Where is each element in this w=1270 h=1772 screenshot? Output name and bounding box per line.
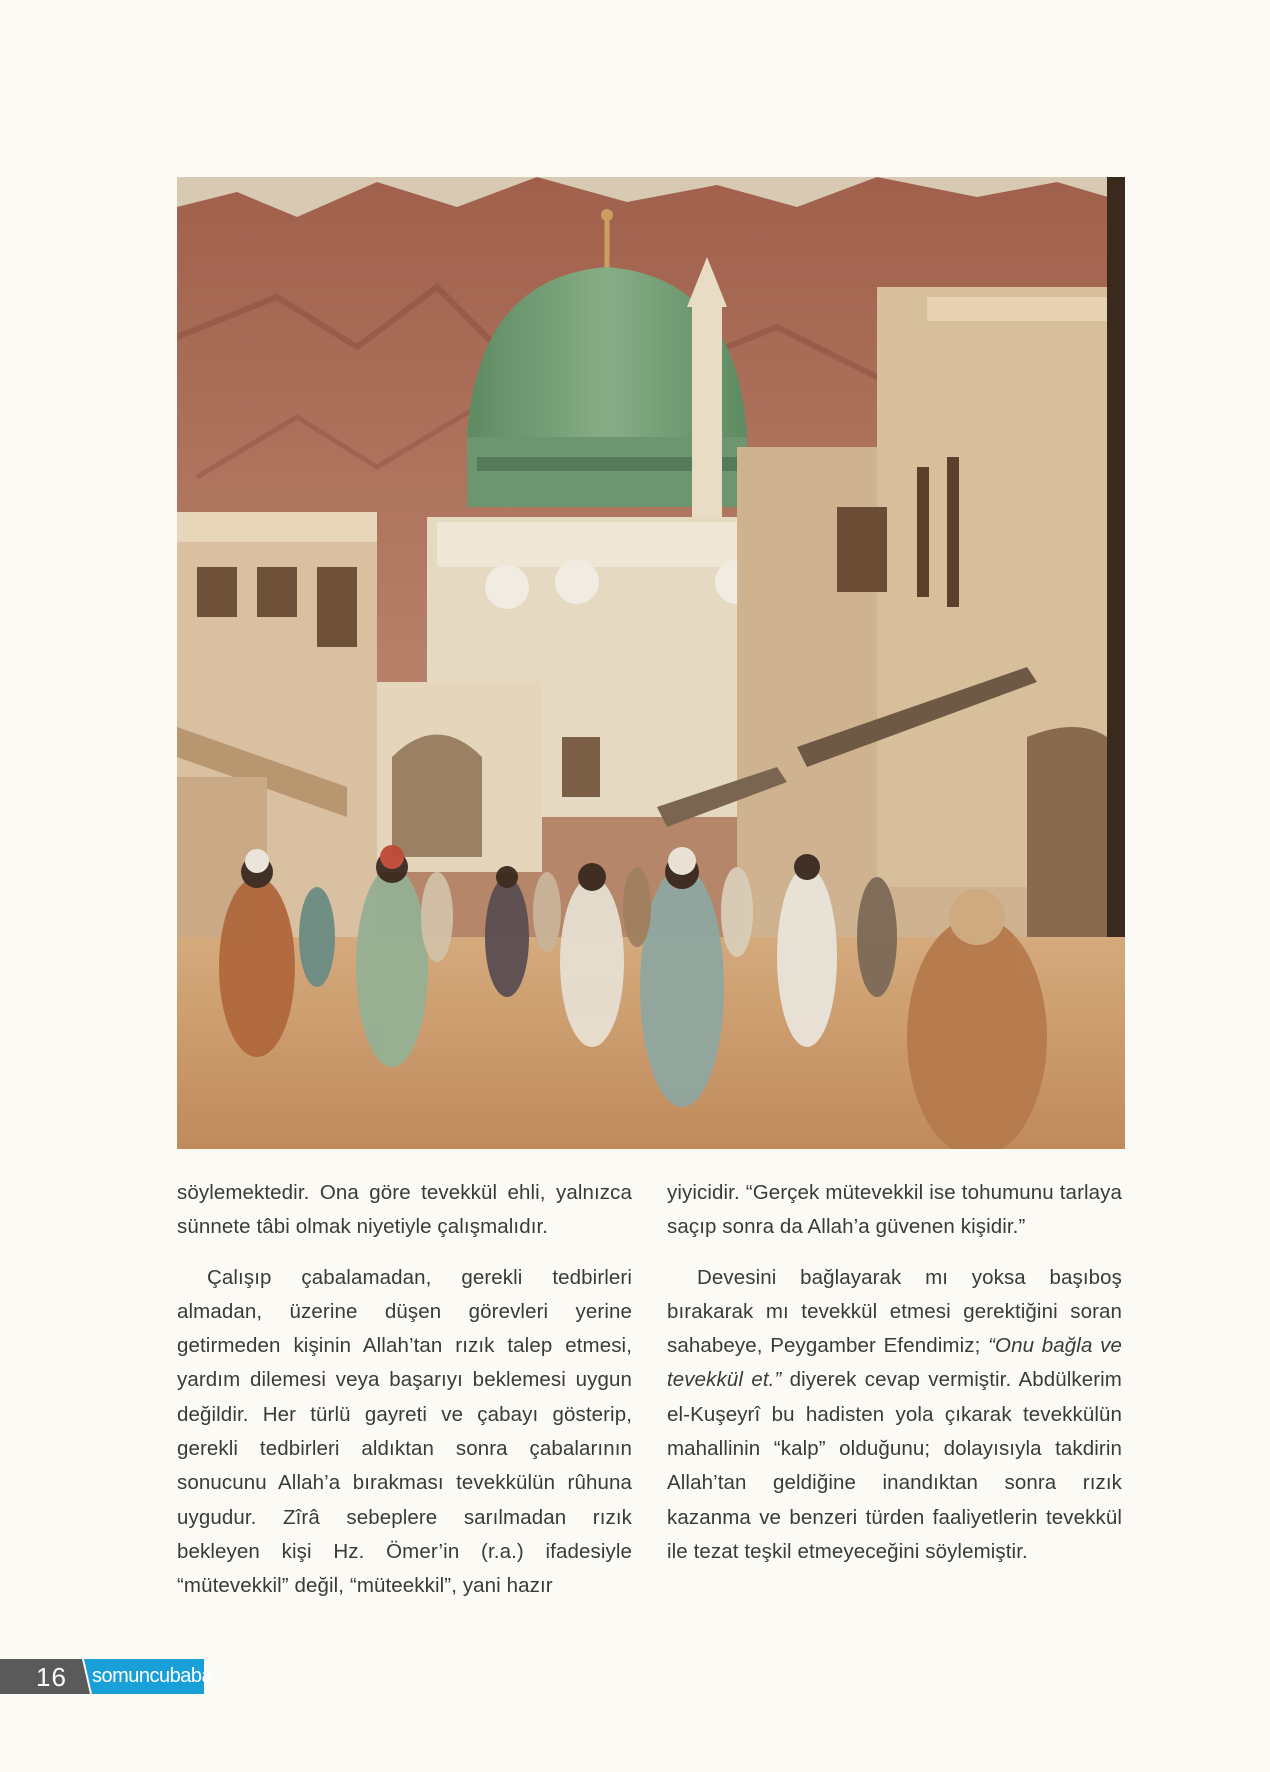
minaret	[692, 297, 722, 517]
paragraph-text: diyerek cevap vermiştir. Abdülkerim el-Kuşeyrî bu hadisten yola çıkarak tevekkülün mahallinin “kalp” olduğunu; dolayısıyla takdirin Allah’tan geldiğine inandıktan sonra rızık kazanma ve benzeri türden faaliyetlerin tevekkül ile tezat teşkil etmeyeceğini söylemiştir.	[667, 1368, 1122, 1563]
paragraph: Çalışıp çabalamadan, gerekli tedbirleri almadan, üzerine düşen görevleri yerine getirmeden kişinin Allah’tan rızık talep etmesi, yardım dilemesi veya başarıyı beklemesi uygun değildir. Her türlü gayreti ve çabayı gösterip, gerekli tedbirleri aldıktan sonra çabalarının sonucunu Allah’a bırakması tevekkülün rûhuna uygudur. Zîrâ sebeplere sarılmadan rızık bekleyen kişi Hz. Ömer’in (r.a.) ifadesiyle “mütevekkil” değil, “müteekkil”, yani hazır	[177, 1265, 632, 1598]
photo-illustration	[177, 177, 1125, 1149]
paragraph: yiyicidir. “Gerçek mütevekkil ise tohumunu tarlaya saçıp sonra da Allah’a güvenen kişidir.”	[667, 1181, 1122, 1239]
text-column-left	[177, 1176, 632, 1620]
paragraph	[667, 1261, 1122, 1570]
page-footer	[0, 1659, 213, 1694]
hadith-quote: “Onu bağla ve tevekkül et.”	[667, 1334, 1123, 1392]
page-number: 16	[36, 1662, 67, 1692]
text-column-right	[667, 1176, 1122, 1585]
mosque-street-photo	[177, 177, 1125, 1149]
brand-logo: somuncubaba	[92, 1665, 213, 1687]
paragraph: söylemektedir. Ona göre tevekkül ehli, yalnızca sünnete tâbi olmak niyetiyle çalışmalıdır.	[177, 1181, 632, 1239]
paragraph-text: Devesini bağlayarak mı yoksa başıboş bırakarak mı tevekkül etmesi gerektiğini soran sahabeye, Peygamber Efendimiz;	[667, 1265, 1122, 1358]
